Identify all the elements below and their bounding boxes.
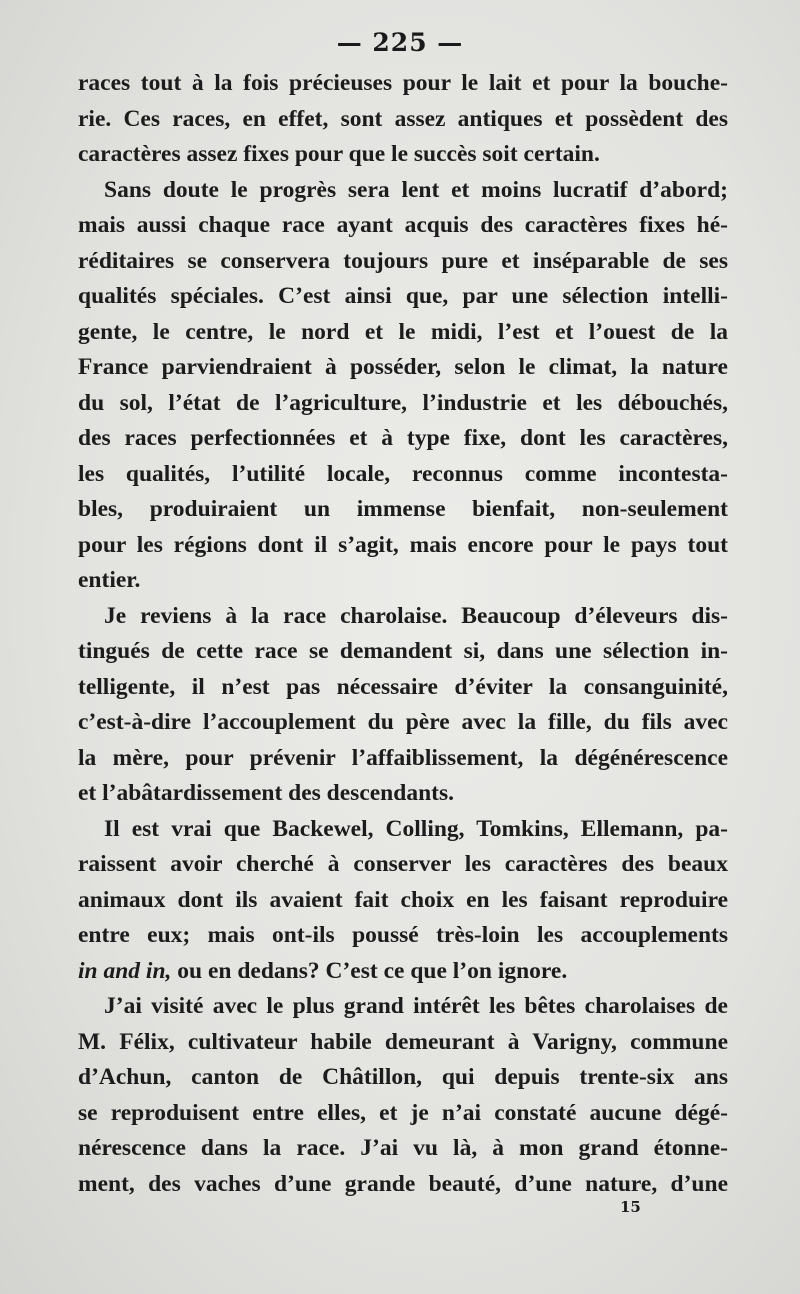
text-line: telligente, il n’est pas nécessaire d’éviter la consanguinité,	[78, 673, 728, 700]
text-line: caractères assez fixes pour que le succès soit certain.	[78, 141, 600, 167]
text-line: in and in, ou en dedans? C’est ce que l’on ignore.	[78, 957, 568, 984]
text-line: les qualités, l’utilité locale, reconnus comme incontesta-	[78, 460, 728, 487]
text-line: entier.	[78, 567, 141, 593]
text-line: d’Achun, canton de Châtillon, qui depuis trente-six ans	[78, 1064, 728, 1090]
text-line: réditaires se conservera toujours pure et inséparable de ses	[78, 247, 728, 274]
text-line: M. Félix, cultivateur habile demeurant à Varigny, commune	[78, 1028, 728, 1055]
body-text	[78, 66, 728, 1202]
text-line: tingués de cette race se demandent si, dans une sélection in-	[78, 638, 728, 664]
text-line: J’ai visité avec le plus grand intérêt les bêtes charolaises de	[104, 993, 728, 1019]
text-line: bles, produiraient un immense bienfait, non-seulement	[78, 496, 728, 522]
text-line: animaux dont ils avaient fait choix en les faisant reproduire	[78, 886, 728, 913]
text-line: Sans doute le progrès sera lent et moins lucratif d’abord;	[104, 176, 728, 203]
text-line: la mère, pour prévenir l’affaiblissement, la dégénérescence	[78, 744, 728, 771]
text-line: mais aussi chaque race ayant acquis des caractères fixes hé-	[78, 212, 728, 238]
text-line: et l’abâtardissement des descendants.	[78, 780, 454, 806]
text-line: races tout à la fois précieuses pour le lait et pour la bouche-	[78, 70, 728, 96]
text-line: rie. Ces races, en effet, sont assez antiques et possèdent des	[78, 105, 728, 132]
text-line: raissent avoir cherché à conserver les caractères des beaux	[78, 851, 728, 877]
text-line: nérescence dans la race. J’ai vu là, à mon grand étonne-	[78, 1135, 728, 1161]
page-number: — 225 —	[336, 28, 464, 57]
text-line: qualités spéciales. C’est ainsi que, par une sélection intelli-	[78, 283, 728, 309]
text-line: se reproduisent entre elles, et je n’ai constaté aucune dégé-	[78, 1099, 728, 1126]
text-line: pour les régions dont il s’agit, mais encore pour le pays tout	[78, 531, 728, 558]
text-line: c’est-à-dire l’accouplement du père avec la fille, du fils avec	[78, 709, 728, 735]
text-line: gente, le centre, le nord et le midi, l’est et l’ouest de la	[78, 318, 728, 345]
text-line: France parviendraient à posséder, selon le climat, la nature	[78, 354, 728, 380]
text-line: Je reviens à la race charolaise. Beaucoup d’éleveurs dis-	[104, 602, 728, 629]
text-line: ment, des vaches d’une grande beauté, d’une nature, d’une	[78, 1170, 728, 1197]
text-line: Il est vrai que Backewel, Colling, Tomkins, Ellemann, pa-	[104, 815, 728, 842]
text-line: du sol, l’état de l’agriculture, l’industrie et les débouchés,	[78, 389, 728, 416]
text-line: des races perfectionnées et à type fixe, dont les caractères,	[78, 425, 728, 451]
italic-phrase: in and in,	[78, 957, 172, 984]
signature-mark: 15	[620, 1198, 641, 1216]
text-line: entre eux; mais ont-ils poussé très-loin les accouplements	[78, 922, 728, 948]
